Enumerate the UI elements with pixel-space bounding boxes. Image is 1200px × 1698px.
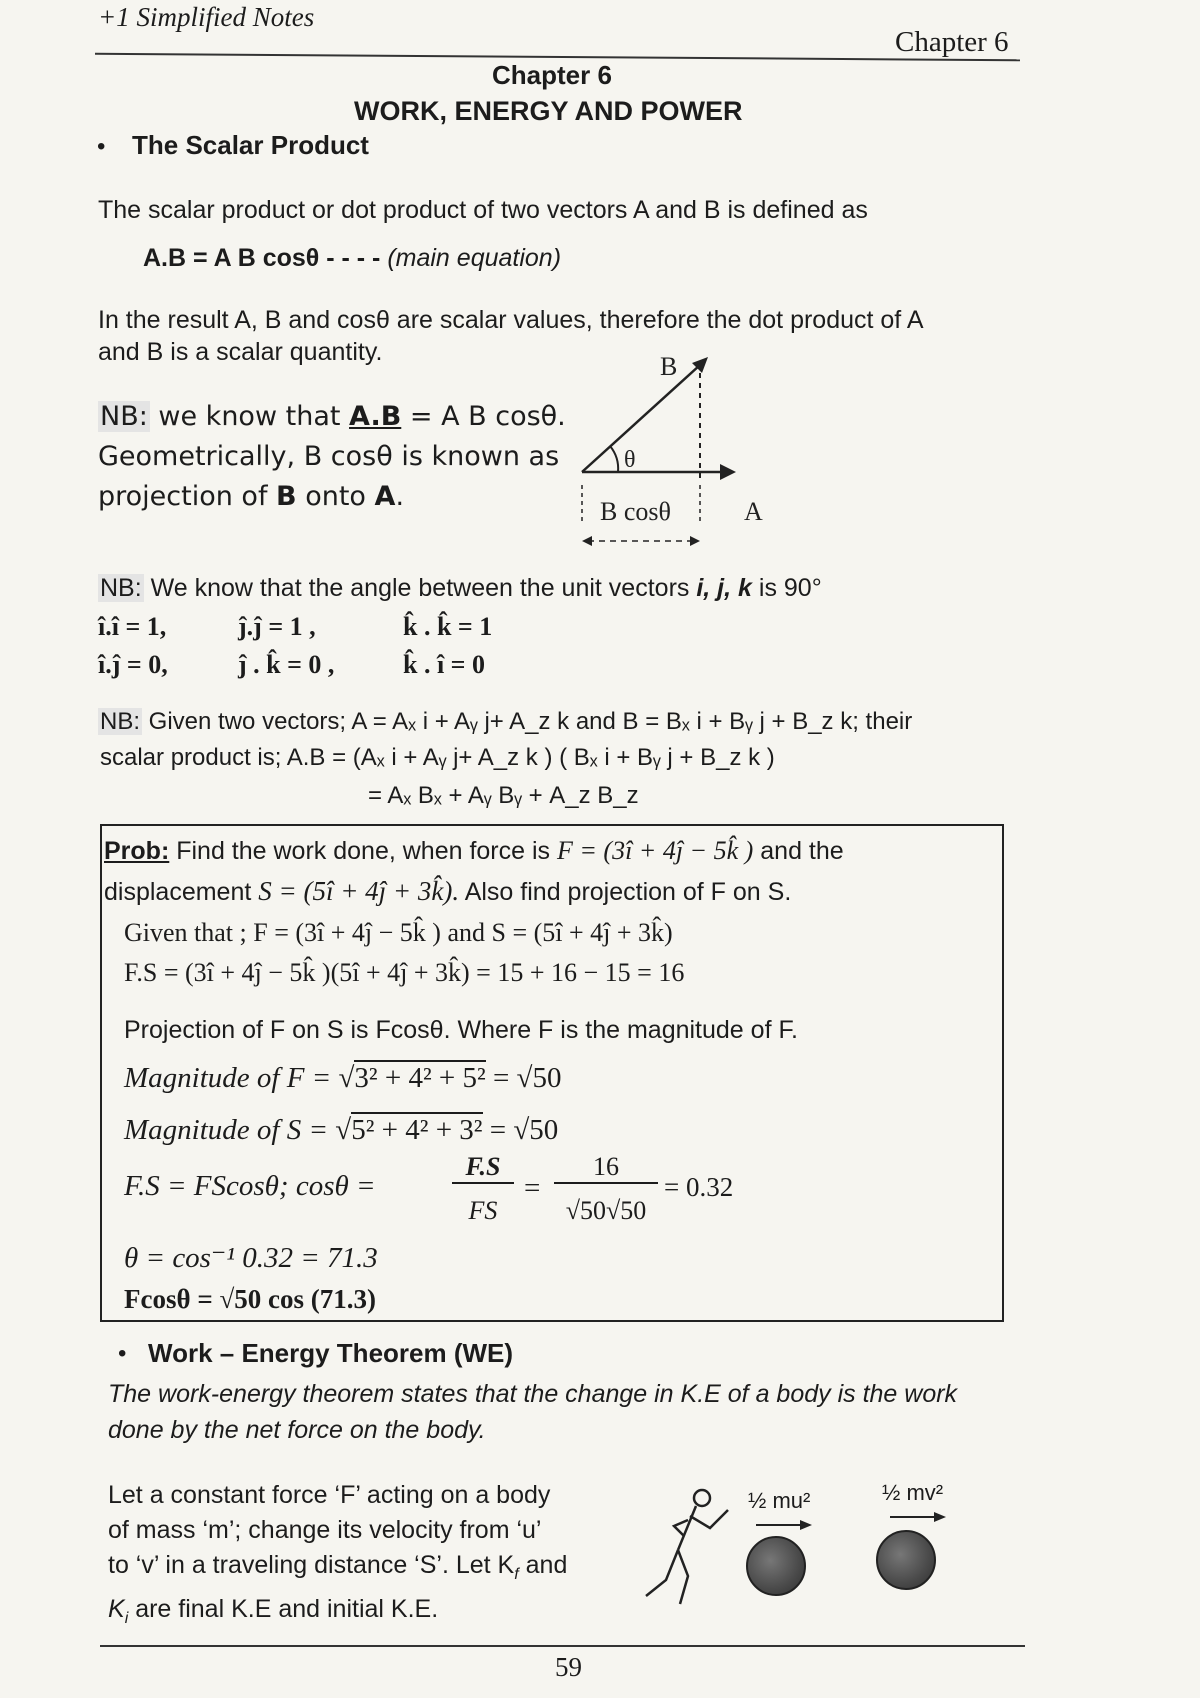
- cos-frac-2-num: 16: [554, 1152, 658, 1184]
- book-title: +1 Simplified Notes: [98, 2, 315, 32]
- we-body-line-2: of mass ‘m’; change its velocity from ‘u’: [108, 1516, 542, 1544]
- label-b: B: [660, 352, 678, 381]
- ball-initial-icon: [746, 1536, 806, 1596]
- we-statement-1: The work-energy theorem states that the change in K.E of a body is the work: [108, 1380, 958, 1408]
- main-eq-note: (main equation): [387, 244, 562, 272]
- nb-projection: [98, 397, 566, 517]
- we-body-line-1: Let a constant force ‘F’ acting on a body: [108, 1481, 551, 1509]
- sqrt-sign: √: [338, 1062, 355, 1094]
- theta-line: θ = cos⁻¹ 0.32 = 71.3: [124, 1242, 378, 1274]
- nb-label: NB:: [100, 401, 148, 432]
- prob-force: F = (3î + 4ĵ − 5k̂ ): [556, 836, 754, 865]
- nb-eq: A.B: [349, 401, 402, 432]
- fs-line: F.S = (3î + 4ĵ − 5k̂ )(5î + 4ĵ + 3k̂) = 15 + 16 − 15 = 16: [124, 958, 685, 987]
- arm-front: [690, 1510, 728, 1528]
- unit-dot-row-2: [98, 650, 485, 680]
- unit-dot-kk: k̂ . k̂ = 1: [403, 612, 493, 641]
- fcos-line: Fcosθ = √50 cos (71.3): [124, 1284, 377, 1314]
- main-eq-text: A.B = A B cosθ - - - -: [143, 244, 381, 272]
- subscript: f: [514, 1566, 519, 1583]
- prob-label: Prob:: [104, 837, 170, 865]
- text: to ‘v’ in a traveling distance ‘S’. Let K: [108, 1551, 515, 1579]
- theta-arc: [610, 446, 618, 472]
- nb-components-line-2: scalar product is; A.B = (Aₓ i + Aᵧ j+ A_z k ) ( Bₓ i + Bᵧ j + B_z k ): [100, 744, 775, 771]
- nb-text: we know that: [149, 401, 350, 432]
- cos-left: F.S = FScosθ; cosθ =: [124, 1170, 376, 1202]
- section-heading-scalar-product: The Scalar Product: [132, 130, 369, 160]
- nb-projection-line-2: Geometrically, B cosθ is known as: [98, 441, 560, 472]
- cos-frac-1-den: FS: [468, 1196, 498, 1225]
- nb-components-line-3: = Aₓ Bₓ + Aᵧ Bᵧ + A_z B_z: [368, 782, 639, 809]
- bullet: •: [118, 1340, 127, 1367]
- result-line-2: and B is a scalar quantity.: [98, 338, 383, 366]
- label-bcos: B cosθ: [600, 497, 671, 526]
- unit-dot-jj: ĵ.ĵ = 1 ,: [238, 612, 316, 641]
- we-body: [108, 1478, 567, 1636]
- text: projection of: [98, 481, 277, 512]
- head: [694, 1490, 710, 1506]
- mag-f-radicand: 3² + 4² + 5²: [354, 1062, 486, 1094]
- text: A: [374, 481, 396, 512]
- mag-f-right: = √50: [485, 1062, 562, 1094]
- unit-dot-row-1: [98, 612, 492, 642]
- problem-line-2: [104, 876, 791, 907]
- cos-frac-2-den: √50√50: [565, 1196, 647, 1225]
- head: [800, 1520, 812, 1530]
- nb-components-line-1: [98, 708, 912, 736]
- text: onto: [296, 481, 375, 512]
- prob-displacement: S = (5î + 4ĵ + 3k̂).: [258, 876, 460, 906]
- text: and: [518, 1551, 568, 1579]
- we-body-line-4: [108, 1592, 567, 1636]
- chapter-label: Chapter 6: [492, 60, 612, 90]
- cos-frac-1-num: F.S: [452, 1152, 514, 1184]
- projection-diagram: [570, 345, 790, 560]
- cos-result: = 0.32: [664, 1172, 734, 1202]
- text: .: [395, 481, 405, 512]
- prob-text: displacement: [104, 878, 259, 906]
- nb-unit-vectors-list: i, j, k: [696, 574, 752, 602]
- projection-line: Projection of F on S is Fcosθ. Where F is the magnitude of F.: [124, 1016, 798, 1044]
- text: K: [108, 1595, 125, 1623]
- prob-text: and the: [753, 837, 844, 865]
- label-theta: θ: [624, 447, 636, 473]
- we-statement-2: done by the net force on the body.: [108, 1416, 486, 1444]
- nb-unit-rest: is 90°: [751, 574, 822, 602]
- body: [678, 1506, 696, 1550]
- nb-unit-text: We know that the angle between the unit vectors: [143, 574, 697, 602]
- magnitude-s: [124, 1114, 558, 1147]
- prob-text: Find the work done, when force is: [169, 837, 557, 865]
- chapter-title: WORK, ENERGY AND POWER: [354, 96, 743, 126]
- unit-dot-ii: î.î = 1,: [98, 612, 167, 641]
- mag-f-left: Magnitude of F =: [124, 1062, 339, 1094]
- mag-s-radicand: 5² + 4² + 3²: [351, 1114, 483, 1146]
- given-line: Given that ; F = (3î + 4ĵ − 5k̂ ) and S = (5î + 4ĵ + 3k̂): [124, 918, 673, 947]
- ke-initial-label: ½ mu²: [748, 1488, 811, 1513]
- velocity-u-arrow-icon: [754, 1518, 814, 1532]
- mag-s-right: = √50: [482, 1114, 559, 1146]
- subscript: i: [124, 1610, 129, 1627]
- nb-unit-vectors: [98, 574, 822, 603]
- label-a: A: [744, 497, 763, 526]
- bcos-left-arrow: [582, 536, 592, 546]
- unit-dot-ki: k̂ . î = 0: [403, 650, 485, 679]
- ball-final-icon: [876, 1530, 936, 1590]
- magnitude-f: [124, 1062, 561, 1095]
- problem-line-1: [104, 836, 844, 866]
- ke-final-label: ½ mv²: [882, 1480, 944, 1505]
- bullet: •: [97, 133, 106, 160]
- nb-projection-line-3: [98, 477, 566, 517]
- main-equation: [143, 244, 561, 273]
- text: B: [276, 481, 297, 512]
- we-body-line-3: [108, 1548, 567, 1592]
- velocity-v-arrow-icon: [888, 1510, 948, 1524]
- unit-dot-ij: î.ĵ = 0,: [98, 650, 168, 679]
- definition-text: The scalar product or dot product of two vectors A and B is defined as: [98, 196, 868, 224]
- nb-label: NB:: [100, 708, 141, 735]
- nb-label: NB:: [100, 574, 142, 602]
- unit-dot-jk: ĵ . k̂ = 0 ,: [238, 650, 335, 679]
- vector-a-arrowhead: [720, 464, 736, 480]
- nb-projection-line-1: [98, 397, 566, 437]
- mag-s-left: Magnitude of S =: [124, 1114, 336, 1146]
- leg-front: [678, 1550, 688, 1604]
- person-pushing-icon: [640, 1480, 750, 1610]
- footer-rule: [100, 1645, 1025, 1647]
- leg-back: [646, 1550, 678, 1596]
- prob-text: Also find projection of F on S.: [459, 878, 792, 906]
- page-number: 59: [555, 1652, 582, 1682]
- bcos-right-arrow: [690, 536, 700, 546]
- text: are final K.E and initial K.E.: [128, 1595, 439, 1623]
- cos-eq: =: [524, 1172, 541, 1204]
- section-heading-work-energy: Work – Energy Theorem (WE): [148, 1338, 514, 1368]
- sqrt-sign: √: [335, 1114, 352, 1146]
- nb-components-text: Given two vectors; A = Aₓ i + Aᵧ j+ A_z k and B = Bₓ i + Bᵧ j + B_z k; their: [142, 708, 913, 735]
- result-line-1: In the result A, B and cosθ are scalar values, therefore the dot product of A: [98, 306, 924, 334]
- vector-b-line: [582, 365, 700, 472]
- chapter-tag: Chapter 6: [895, 26, 1009, 58]
- head: [934, 1512, 946, 1522]
- nb-eq-rest: = A B cosθ.: [401, 401, 566, 432]
